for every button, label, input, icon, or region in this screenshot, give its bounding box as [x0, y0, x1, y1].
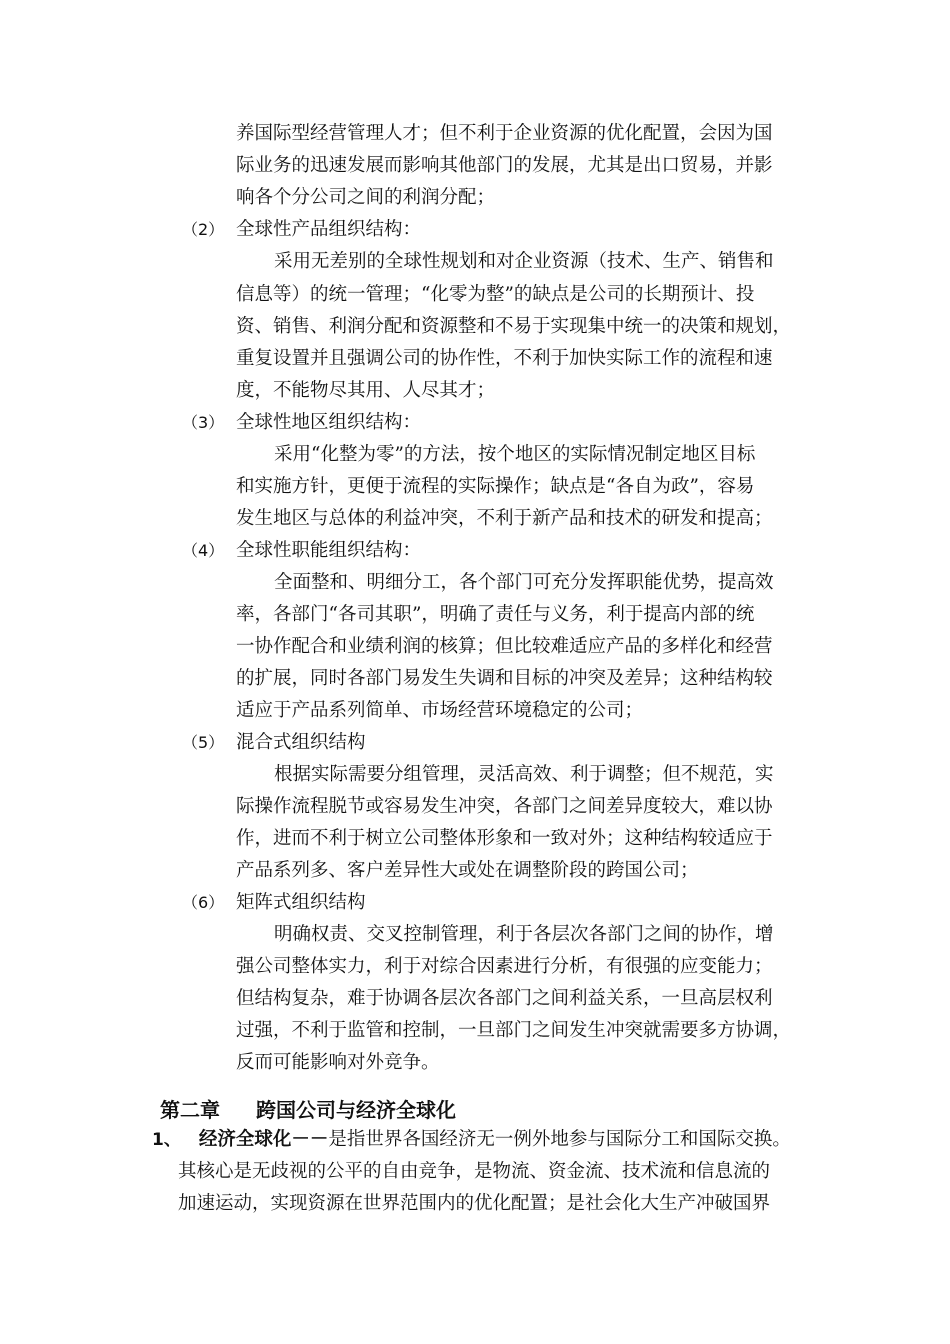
item-1-line: 其核心是无歧视的公平的自由竞争，是物流、资金流、技术流和信息流的 [178, 1161, 771, 1182]
section-3-line: 和实施方针，更便于流程的实际操作；缺点是“各自为政”，容易 [236, 476, 755, 497]
intro-line-1: 养国际型经营管理人才；但不利于企业资源的优化配置，会因为国 [236, 123, 773, 144]
section-2-line: 重复设置并且强调公司的协作性，不利于加快实际工作的流程和速 [236, 348, 773, 369]
section-2-line: 度，不能物尽其用、人尽其才； [236, 380, 496, 401]
section-5-line: 际操作流程脱节或容易发生冲突，各部门之间差异度较大，难以协 [236, 796, 773, 817]
item-1-first-line [152, 1128, 791, 1152]
chapter-heading [160, 1096, 456, 1124]
chapter-label: 第二章 [160, 1098, 220, 1122]
section-4-line: 适应于产品系列简单、市场经营环境稳定的公司； [236, 700, 644, 721]
section-4-line: 全面整和、明细分工，各个部门可充分发挥职能优势，提高效 [274, 572, 774, 593]
section-4-line: 的扩展，同时各部门易发生失调和目标的冲突及差异；这种结构较 [236, 668, 773, 689]
section-2-line: 信息等）的统一管理；“化零为整”的缺点是公司的长期预计、投 [236, 284, 755, 305]
section-3-line: 发生地区与总体的利益冲突，不利于新产品和技术的研发和提高； [236, 508, 773, 529]
item-1-number: 1、 [152, 1130, 181, 1150]
item-1-definition: 是指世界各国经济无一例外地参与国际分工和国际交换。 [328, 1129, 791, 1150]
section-4-number: （4） [182, 541, 225, 560]
section-5-title: 混合式组织结构 [236, 732, 366, 753]
section-4-line: 一协作配合和业绩利润的核算；但比较难适应产品的多样化和经营 [236, 636, 773, 657]
section-6-line: 但结构复杂，难于协调各层次各部门之间利益关系，一旦高层权利 [236, 988, 773, 1009]
section-6-line: 强公司整体实力，利于对综合因素进行分析，有很强的应变能力； [236, 956, 773, 977]
section-6-line: 反而可能影响对外竞争。 [236, 1052, 440, 1073]
section-3-line: 采用“化整为零”的方法，按个地区的实际情况制定地区目标 [274, 444, 756, 465]
section-4-line: 率，各部门“各司其职”，明确了责任与义务，利于提高内部的统 [236, 604, 755, 625]
section-4-title: 全球性职能组织结构： [236, 540, 422, 561]
section-6-line: 明确权责、交叉控制管理，利于各层次各部门之间的协作，增 [274, 924, 774, 945]
section-6-title: 矩阵式组织结构 [236, 892, 366, 913]
section-2-number: （2） [182, 220, 225, 239]
section-2-line: 采用无差别的全球性规划和对企业资源（技术、生产、销售和 [274, 251, 774, 272]
section-5-line: 产品系列多、客户差异性大或处在调整阶段的跨国公司； [236, 860, 699, 881]
section-3-title: 全球性地区组织结构： [236, 412, 422, 433]
section-3-number: （3） [182, 413, 225, 432]
section-2-title: 全球性产品组织结构： [236, 219, 422, 240]
intro-line-2: 际业务的迅速发展而影响其他部门的发展，尤其是出口贸易，并影 [236, 155, 773, 176]
section-5-line: 作，进而不利于树立公司整体形象和一致对外；这种结构较适应于 [236, 828, 773, 849]
section-5-number: （5） [182, 733, 225, 752]
section-6-line: 过强，不利于监管和控制，一旦部门之间发生冲突就需要多方协调， [236, 1020, 792, 1041]
section-5-line: 根据实际需要分组管理，灵活高效、利于调整；但不规范，实 [274, 764, 774, 785]
chapter-title: 跨国公司与经济全球化 [256, 1098, 456, 1122]
intro-line-3: 响各个分公司之间的利润分配； [236, 187, 496, 208]
section-2-line: 资、销售、利润分配和资源整和不易于实现集中统一的决策和规划， [236, 316, 792, 337]
item-1-line: 加速运动，实现资源在世界范围内的优化配置；是社会化大生产冲破国界 [178, 1193, 771, 1214]
section-6-number: （6） [182, 893, 225, 912]
item-1-term: 经济全球化－－ [198, 1129, 329, 1150]
